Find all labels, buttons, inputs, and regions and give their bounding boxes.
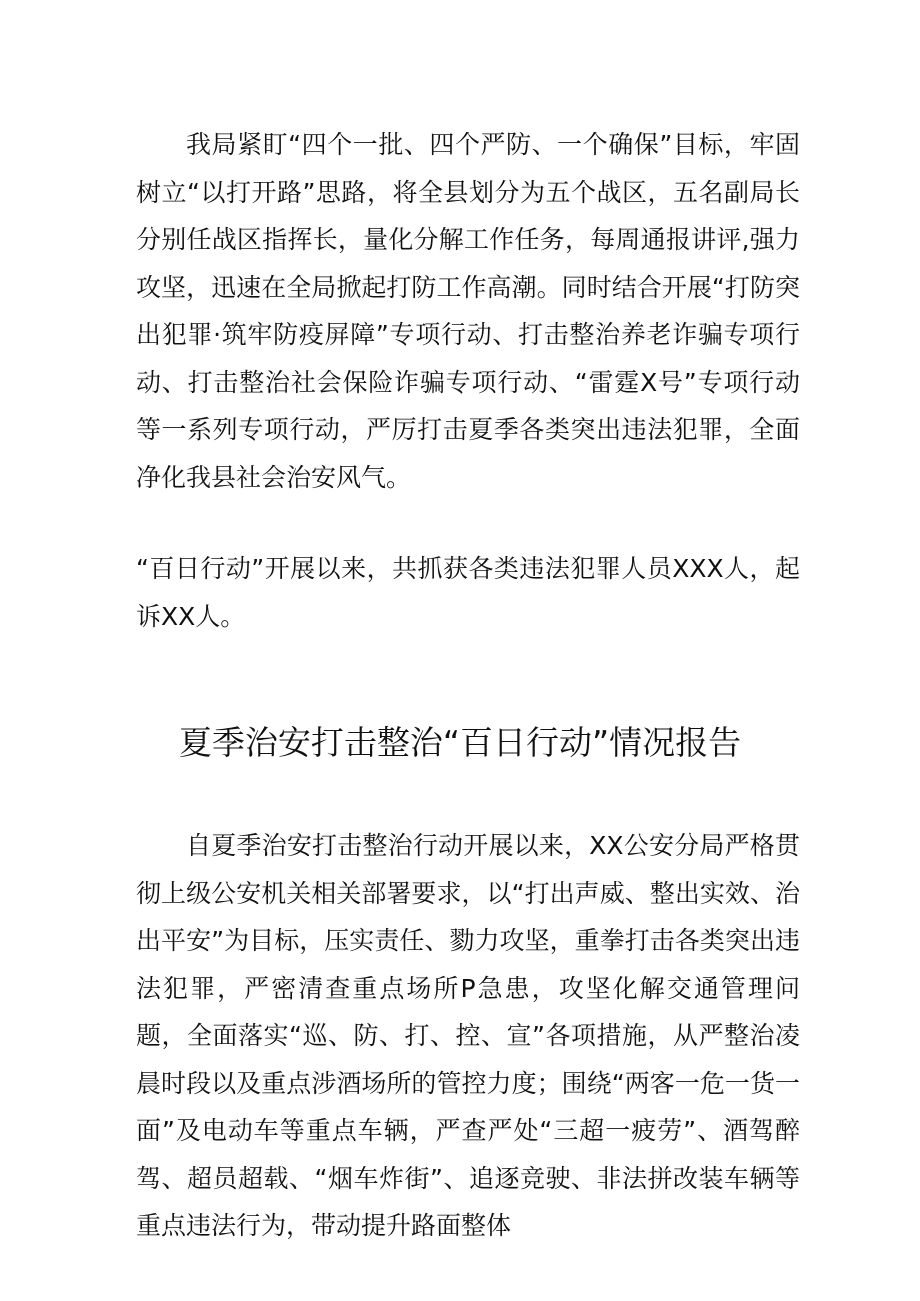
body-paragraph-2: “百日行动”开展以来，共抓获各类违法犯罪人员XXX人，起诉XX人。 [136, 554, 800, 631]
body-paragraph-1: 我局紧盯“四个一批、四个严防、一个确保”目标，牢固树立“以打开路”思路，将全县划分为五个战区，五名副局长分别任战区指挥长，量化分解工作任务，每周通报讲评,强力攻坚，迅速在全局掀起打防工作高潮。同时结合开展“打防突出犯罪·筑牢防疫屏障”专项行动、打击整治养老诈骗专项行动、打击整治社会保险诈骗专项行动、“雷霆X号”专项行动等一系列专项行动，严厉打击夏季各类突出违法犯罪，全面净化我县社会治安风气。 [136, 130, 800, 492]
body-paragraph-3: 自夏季治安打击整治行动开展以来，XX公安分局严格贯彻上级公安机关相关部署要求，以“打出声威、整出实效、治出平安”为目标，压实责任、勠力攻坚，重拳打击各类突出违法犯罪，严密清查重点场所P急患，攻坚化解交通管理问题，全面落实“巡、防、打、控、宣”各项措施，从严整治凌晨时段以及重点涉酒场所的管控力度；围绕“两客一危一货一面”及电动车等重点车辆，严查严处“三超一疲劳”、酒驾醉驾、超员超载、“烟车炸街”、追逐竞驶、非法拼改装车辆等重点违法行为，带动提升路面整体 [136, 831, 800, 1240]
report-title: 夏季治安打击整治“百日行动”情况报告 [178, 723, 742, 762]
